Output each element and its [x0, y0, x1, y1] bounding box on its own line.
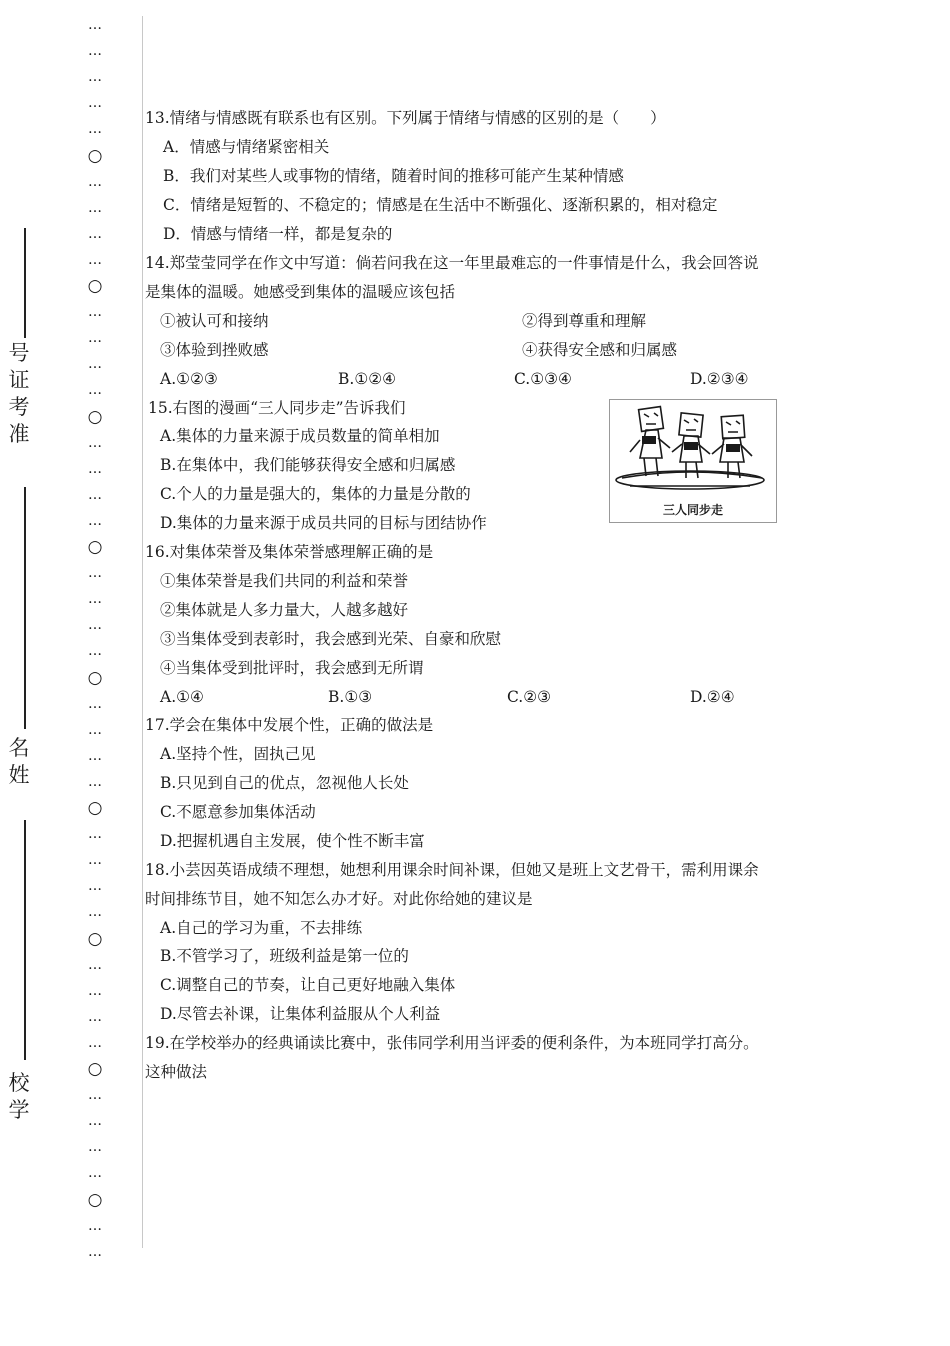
three-people-walking-cartoon: [609, 399, 777, 523]
seal-circle: ○: [87, 537, 103, 557]
seal-dots: …: [88, 852, 102, 869]
seal-dots: …: [88, 1087, 102, 1104]
q14-item-4: ④获得安全感和归属感: [522, 341, 678, 359]
seal-dots: …: [88, 1243, 102, 1260]
seal-dots: …: [88, 773, 102, 790]
seal-dots: …: [88, 382, 102, 399]
q16-option-a: A.①④: [160, 688, 204, 706]
q14-option-d: D.②③④: [690, 370, 749, 388]
seal-dots: …: [88, 1165, 102, 1182]
seal-dots: …: [88, 617, 102, 634]
q15-option-c: C.个人的力量是强大的，集体的力量是分散的: [160, 485, 471, 503]
seal-dots: …: [88, 904, 102, 921]
seal-dots: …: [88, 173, 102, 190]
q13-stem: 13.情绪与情感既有联系也有区别。下列属于情绪与情感的区别的是（ ）: [145, 109, 666, 127]
q15-option-a: A.集体的力量来源于成员数量的简单相加: [160, 427, 440, 445]
seal-dots: …: [88, 95, 102, 112]
seal-dots: …: [88, 512, 102, 529]
seal-dots: …: [88, 878, 102, 895]
seal-dots: …: [88, 1008, 102, 1025]
q16-item-4: ④当集体受到批评时，我会感到无所谓: [160, 659, 424, 677]
seal-dots: …: [88, 1113, 102, 1130]
seal-dots: …: [88, 486, 102, 503]
field-underline: [24, 820, 26, 1060]
seal-dots: …: [88, 747, 102, 764]
q18-stem-line1: 18.小芸因英语成绩不理想，她想利用课余时间补课，但她又是班上文艺骨干，需利用课余: [145, 861, 759, 879]
q15-stem: 15.右图的漫画“三人同步走”告诉我们: [148, 399, 406, 417]
q16-item-2: ②集体就是人多力量大，人越多越好: [160, 601, 409, 619]
q17-option-d: D.把握机遇自主发展，使个性不断丰富: [160, 832, 425, 850]
q19-stem-line1: 19.在学校举办的经典诵读比赛中，张伟同学利用当评委的便利条件，为本班同学打高分。: [145, 1034, 759, 1052]
seal-dots: …: [88, 121, 102, 138]
seal-dots: …: [88, 199, 102, 216]
q17-option-a: A.坚持个性，固执己见: [160, 745, 316, 763]
q18-option-a: A.自己的学习为重，不去排练: [160, 919, 363, 937]
seal-dots: …: [88, 721, 102, 738]
q16-stem: 16.对集体荣誉及集体荣誉感理解正确的是: [145, 543, 434, 561]
seal-circle: ○: [87, 145, 103, 166]
q15-option-d: D.集体的力量来源于成员共同的目标与团结协作: [160, 514, 487, 532]
seal-circle: ○: [87, 1189, 103, 1210]
seal-dots: …: [88, 1139, 102, 1156]
seal-dots: …: [88, 304, 102, 321]
q15-option-b: B.在集体中，我们能够获得安全感和归属感: [160, 456, 456, 474]
cartoon-caption: 三人同步走: [662, 503, 723, 517]
q14-option-c: C.①③④: [514, 370, 572, 388]
q14-item-1: ①被认可和接纳: [160, 312, 269, 330]
field-label-exam-number: 号 证 考 准: [8, 341, 30, 446]
q13-option-b: B．我们对某些人或事物的情绪，随着时间的推移可能产生某种情感: [163, 167, 624, 185]
seal-circle: ○: [87, 1059, 103, 1079]
q14-option-a: A.①②③: [160, 370, 218, 388]
seal-dots: …: [88, 330, 102, 347]
q17-stem: 17.学会在集体中发展个性，正确的做法是: [145, 716, 434, 734]
seal-dots: …: [88, 356, 102, 373]
seal-dots: …: [88, 225, 102, 242]
q13-option-d: D．情感与情绪一样，都是复杂的: [163, 225, 393, 243]
seal-dots: …: [88, 956, 102, 973]
q18-option-c: C.调整自己的节奏，让自己更好地融入集体: [160, 976, 456, 994]
seal-dots: …: [88, 17, 102, 33]
field-label-name: 名 姓: [8, 736, 30, 787]
seal-dots: …: [88, 643, 102, 660]
q14-item-3: ③体验到挫败感: [160, 341, 269, 359]
field-underline: [24, 487, 26, 729]
q16-option-c: C.②③: [507, 688, 552, 706]
q14-stem-line1: 14.郑莹莹同学在作文中写道：倘若问我在这一年里最难忘的一件事情是什么，我会回答说: [145, 254, 759, 272]
seal-dots: …: [88, 460, 102, 477]
seal-circle: ○: [87, 798, 103, 818]
q14-option-b: B.①②④: [338, 370, 397, 388]
q14-item-2: ②得到尊重和理解: [522, 312, 647, 330]
seal-dots: …: [88, 69, 102, 86]
seal-circle: ○: [87, 928, 103, 949]
field-label-school: 校 学: [8, 1071, 30, 1122]
q16-option-b: B.①③: [328, 688, 373, 706]
q18-option-d: D.尽管去补课，让集体利益服从个人利益: [160, 1005, 441, 1023]
q16-option-d: D.②④: [690, 688, 735, 706]
q17-option-b: B.只见到自己的优点，忽视他人长处: [160, 774, 409, 792]
q13-option-a: A．情感与情绪紧密相关: [163, 138, 330, 156]
margin-divider-line: [142, 16, 143, 1248]
seal-dots: …: [88, 591, 102, 608]
q18-option-b: B.不管学习了，班级利益是第一位的: [160, 947, 409, 965]
seal-dots: …: [88, 982, 102, 999]
cartoon-drawing: [610, 400, 776, 500]
seal-dots: …: [88, 826, 102, 843]
seal-dots: …: [88, 43, 102, 60]
q16-item-3: ③当集体受到表彰时，我会感到光荣、自豪和欣慰: [160, 630, 502, 648]
seal-dots: …: [88, 434, 102, 451]
seal-dots: …: [88, 1217, 102, 1234]
q18-stem-line2: 时间排练节目，她不知怎么办才好。对此你给她的建议是: [145, 890, 533, 908]
field-underline: [24, 228, 26, 338]
q19-stem-line2: 这种做法: [145, 1063, 208, 1081]
seal-circle: ○: [87, 276, 103, 296]
seal-dots: …: [88, 695, 102, 712]
seal-circle: ○: [87, 406, 103, 427]
seal-circle: ○: [87, 667, 103, 688]
q13-option-c: C．情绪是短暂的、不稳定的；情感是在生活中不断强化、逐渐积累的，相对稳定: [163, 196, 718, 214]
q16-item-1: ①集体荣誉是我们共同的利益和荣誉: [160, 572, 409, 590]
seal-dots: …: [88, 1034, 102, 1051]
seal-dots: …: [88, 251, 102, 268]
seal-dots: …: [88, 565, 102, 582]
q14-stem-line2: 是集体的温暖。她感受到集体的温暖应该包括: [145, 283, 456, 301]
q17-option-c: C.不愿意参加集体活动: [160, 803, 316, 821]
